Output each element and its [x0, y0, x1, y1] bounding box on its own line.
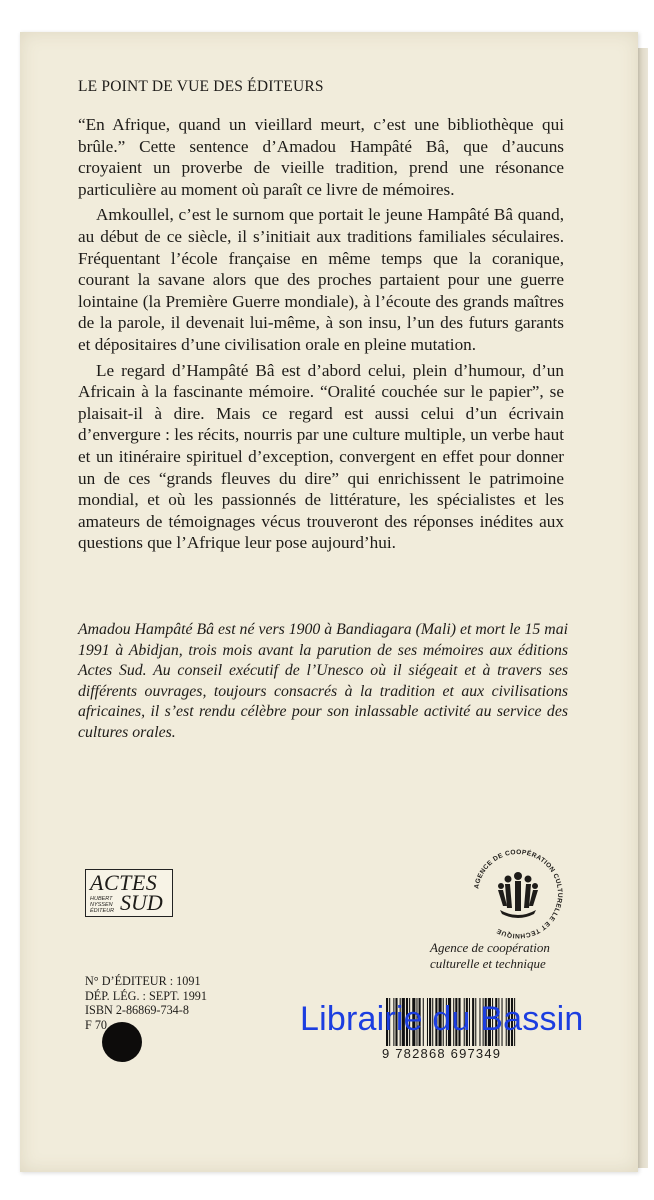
blurb-paragraph-2: Amkoullel, c’est le surnom que portait le jeune Hampâté Bâ quand, au début de ce siècle, il s’initiait aux traditions familiales séculaires. Fréquentant l’école française en même temps que la coranique, courant la savane alors que des proches partaient pour une guerre lointaine (la Première Guerre mondiale), à l’écoute des grands maîtres de la parole, il devenait lui-même, à son insu, l’un des futurs garants et dépositaires d’une civilisation orale en pleine mutation. — [78, 205, 564, 354]
blurb-text — [78, 114, 564, 558]
actes-sud-logo — [85, 869, 173, 917]
legal-deposit: DÉP. LÉG. : SEPT. 1991 — [85, 988, 207, 1003]
blurb-paragraph-1: “En Afrique, quand un vieillard meurt, c’est une bibliothèque qui brûle.” Cette sentence d’Amadou Hampâté Bâ, que d’aucuns croyaient un proverbe de vieille tradition, prend une résonance particulière au moment où paraît ce livre de mémoires. — [78, 115, 564, 199]
author-bio: Amadou Hampâté Bâ est né vers 1900 à Bandiagara (Mali) et mort le 15 mai 1991 à Abidjan, trois mois avant la parution de ses mémoires aux éditions Actes Sud. Au conseil exécutif de l’Unesco où il siégeait et à travers ses différents ouvrages, toujours consacrés à la tradition et aux civilisations africaines, il s’est rendu célèbre pour son inlassable activité au service des cultures orales. — [78, 621, 568, 741]
blurb-paragraph-3: Le regard d’Hampâté Bâ est d’abord celui, plein d’humour, d’un Africain à la fascinante mémoire. “Oralité couchée sur le papier”, se plaisait-il à dire. Mais ce regard est aussi celui d’un écrivain d’envergure : les récits, nourris par une culture multiple, un verbe haut et un itinéraire spirituel d’exception, convergent en effet pour donner un de ces “grands fleuves du dire” qui enrichissent le patrimoine mondial, et où les passionnés de littérature, les spécialistes et les amateurs de témoignages vécus trouveront des réponses inédites aux questions que l’Afrique leur pose aujourd’hui. — [78, 360, 564, 553]
agency-ring-text: AGENCE DE COOPÉRATION CULTURELLE ET TECHNIQUE — [473, 848, 564, 940]
isbn: ISBN 2-86869-734-8 — [85, 1003, 189, 1018]
watermark: Librairie du Bassin — [300, 1000, 584, 1038]
agency-caption — [430, 940, 600, 972]
section-heading: LE POINT DE VUE DES ÉDITEURS — [78, 78, 324, 95]
agency-caption-line-1: Agence de coopération — [430, 940, 550, 955]
barcode-digits: 9 782868 697349 — [382, 1046, 578, 1061]
logo-subtitle: HUBERT NYSSEN ÉDITEUR — [90, 896, 115, 914]
logo-sud: SUD — [120, 890, 163, 915]
price-sticker — [102, 1022, 142, 1062]
logo-actes: ACTES — [90, 870, 158, 895]
agency-figures-icon — [498, 872, 538, 918]
agency-emblem-icon — [470, 846, 566, 942]
editor-number: N° D’ÉDITEUR : 1091 — [85, 974, 201, 988]
price-partial: F 70 — [85, 1017, 108, 1032]
legal-info — [85, 974, 207, 1032]
agency-caption-line-2: culturelle et technique — [430, 956, 546, 971]
page-edge — [638, 48, 648, 1168]
